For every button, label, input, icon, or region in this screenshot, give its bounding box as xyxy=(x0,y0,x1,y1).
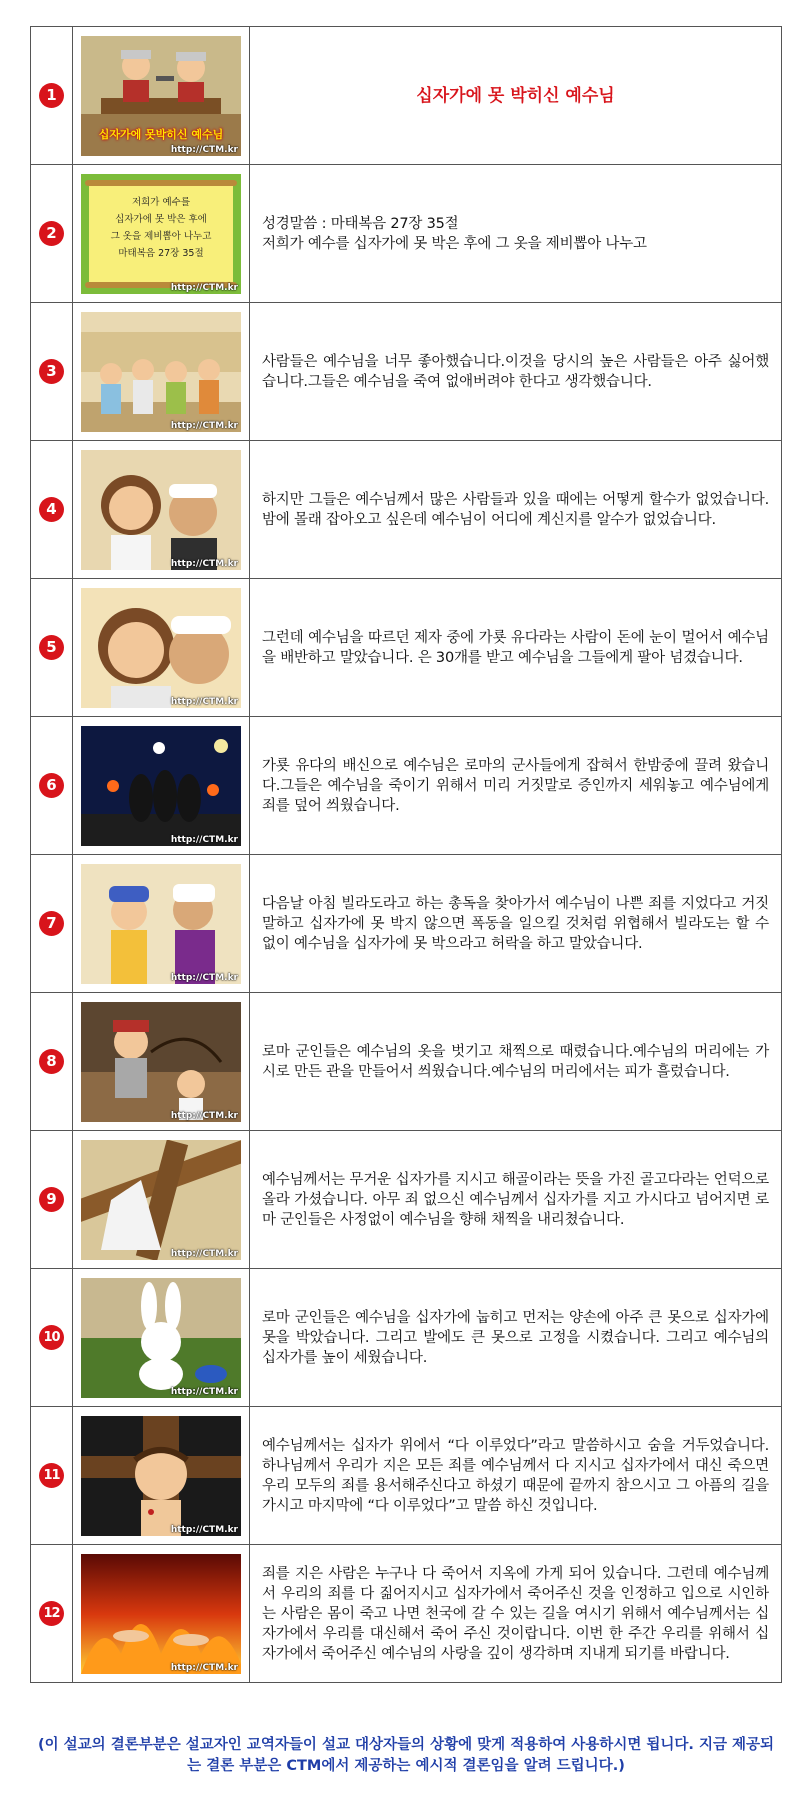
lesson-title: 십자가에 못 박히신 예수님 xyxy=(250,27,782,165)
scroll-line: 마태복음 27장 35절 xyxy=(118,247,204,259)
sermon-table xyxy=(30,26,782,1683)
story-row-4 xyxy=(31,441,782,579)
illustration-fire-of-hell xyxy=(81,1554,241,1674)
story-row-3 xyxy=(31,303,782,441)
watermark: http://CTM.kr xyxy=(170,1248,238,1259)
illustration-scripture-scroll xyxy=(81,174,241,294)
watermark: http://CTM.kr xyxy=(170,834,238,845)
story-row-9 xyxy=(31,1131,782,1269)
illustration-soldier-whipping xyxy=(81,1002,241,1122)
story-text: 죄를 지은 사람은 누구나 다 죽어서 지옥에 가게 되어 있습니다. 그런데 예수님께서 우리의 죄를 다 짊어지시고 십자가에서 죽어주신 것을 인정하고 입으로 시인하는 사람은 몸이 죽고 나면 천국에 갈 수 있는 길을 여시기 위해서 예수님께서는 십자가에서 우리를 대신해서 죽어 주신 것이랍니다. 이번 한 주간 우리를 위해서 십자가에서 죽어주신 예수님의 사랑을 깊이 생각하며 지내게 되기를 바랍니다. xyxy=(250,1545,782,1683)
watermark: http://CTM.kr xyxy=(170,1386,238,1397)
story-row-1 xyxy=(31,27,782,165)
watermark: http://CTM.kr xyxy=(170,144,238,155)
watermark: http://CTM.kr xyxy=(170,1524,238,1535)
story-row-10 xyxy=(31,1269,782,1407)
illustration-crying-rabbit xyxy=(81,1278,241,1398)
watermark: http://CTM.kr xyxy=(170,972,238,983)
row-number-badge: 10 xyxy=(39,1325,64,1350)
story-text: 하지만 그들은 예수님께서 많은 사람들과 있을 때에는 어떻게 할수가 없었습니다.밤에 몰래 잡아오고 싶은데 예수님이 어디에 계신지를 알수가 없었습니다. xyxy=(250,441,782,579)
illustration-judas-kiss xyxy=(81,588,241,708)
story-text: 로마 군인들은 예수님을 십자가에 눕히고 먼저는 양손에 아주 큰 못으로 십자가에 못을 박았습니다. 그리고 발에도 큰 못으로 고정을 시켰습니다. 그리고 예수님의 십자가를 높이 세웠습니다. xyxy=(250,1269,782,1407)
scroll-line: 저희가 예수를 xyxy=(131,196,191,208)
row-number-badge: 4 xyxy=(39,497,64,522)
illustration-carrying-cross xyxy=(81,1140,241,1260)
illustration-soldiers-hammering-cross xyxy=(81,36,241,156)
watermark: http://CTM.kr xyxy=(170,282,238,293)
watermark: http://CTM.kr xyxy=(170,1662,238,1673)
story-row-6 xyxy=(31,717,782,855)
story-text: 다음날 아침 빌라도라고 하는 총독을 찾아가서 예수님이 나쁜 죄를 지었다고 거짓말하고 십자가에 못 박지 않으면 폭동을 일으킬 것처럼 위협해서 빌라도는 할 수 없이 예수님을 십자가에 못 박으라고 허락을 하고 말았습니다. xyxy=(250,855,782,993)
scroll-verse-text xyxy=(95,194,227,262)
row-number-badge: 5 xyxy=(39,635,64,660)
story-row-5 xyxy=(31,579,782,717)
story-row-12 xyxy=(31,1545,782,1683)
watermark: http://CTM.kr xyxy=(170,1110,238,1121)
illustration-pilate-and-leaders xyxy=(81,864,241,984)
row-number-badge: 3 xyxy=(39,359,64,384)
story-row-8 xyxy=(31,993,782,1131)
watermark: http://CTM.kr xyxy=(170,696,238,707)
illustration-crowd-with-jesus xyxy=(81,312,241,432)
row-number-badge: 8 xyxy=(39,1049,64,1074)
illustration-jesus-on-cross xyxy=(81,1416,241,1536)
footnote: (이 설교의 결론부분은 설교자인 교역자들이 설교 대상자들의 상황에 맞게 적용하여 사용하시면 됩니다. 지금 제공되는 결론 부분은 CTM에서 제공하는 예시적 결론임을 알려 드립니다.) xyxy=(37,1737,775,1774)
row-number-badge: 1 xyxy=(39,83,64,108)
row-number-badge: 12 xyxy=(39,1601,64,1626)
story-text: 그런데 예수님을 따르던 제자 중에 가룟 유다라는 사람이 돈에 눈이 멀어서 예수님을 배반하고 말았습니다. 은 30개를 받고 예수님을 그들에게 팔아 넘겼습니다. xyxy=(250,579,782,717)
illustration-jesus-and-priests xyxy=(81,450,241,570)
row-number-badge: 7 xyxy=(39,911,64,936)
story-row-7 xyxy=(31,855,782,993)
story-text: 예수님께서는 십자가 위에서 “다 이루었다”라고 말씀하시고 숨을 거두었습니다. 하나님께서 우리가 지은 모든 죄를 예수님께서 다 지시고 십자가에서 대신 죽으면 우리 모두의 죄를 용서해주신다고 하셨기 때문에 끝까지 참으시고 그 아픔의 길을 가시고 마지막에 “다 이루었다”고 말씀 하신 것입니다. xyxy=(250,1407,782,1545)
story-text: 가룟 유다의 배신으로 예수님은 로마의 군사들에게 잡혀서 한밤중에 끌려 왔습니다.그들은 예수님을 죽이기 위해서 미리 거짓말로 증인까지 세워놓고 예수님에게 죄를 덮어 씌웠습니다. xyxy=(250,717,782,855)
illustration-night-arrest xyxy=(81,726,241,846)
row-number-badge: 2 xyxy=(39,221,64,246)
illustration-caption: 십자가에 못박히신 예수님 xyxy=(98,127,224,141)
scroll-line: 그 옷을 제비뽑아 나누고 xyxy=(110,230,212,242)
watermark: http://CTM.kr xyxy=(170,420,238,431)
row-number-badge: 11 xyxy=(39,1463,64,1488)
watermark: http://CTM.kr xyxy=(170,558,238,569)
story-text: 로마 군인들은 예수님의 옷을 벗기고 채찍으로 때렸습니다.예수님의 머리에는 가시로 만든 관을 만들어서 씌웠습니다.예수님의 머리에서는 피가 흘렀습니다. xyxy=(250,993,782,1131)
story-row-2 xyxy=(31,165,782,303)
scroll-line: 십자가에 못 박은 후에 xyxy=(115,213,207,225)
story-text: 예수님께서는 무거운 십자가를 지시고 해골이라는 뜻을 가진 골고다라는 언덕으로 올라 가셨습니다. 아무 죄 없으신 예수님께서 십자가를 지고 가시다고 넘어지면 로마 군인들은 사정없이 예수님을 향해 채찍을 내리쳤습니다. xyxy=(250,1131,782,1269)
row-number-badge: 6 xyxy=(39,773,64,798)
scripture-reference: 성경말씀 : 마태복음 27장 35절 저희가 예수를 십자가에 못 박은 후에 그 옷을 제비뽑아 나누고 xyxy=(250,165,782,303)
story-text: 사람들은 예수님을 너무 좋아했습니다.이것을 당시의 높은 사람들은 아주 싫어했습니다.그들은 예수님을 죽여 없애버려야 한다고 생각했습니다. xyxy=(250,303,782,441)
story-row-11 xyxy=(31,1407,782,1545)
row-number-badge: 9 xyxy=(39,1187,64,1212)
